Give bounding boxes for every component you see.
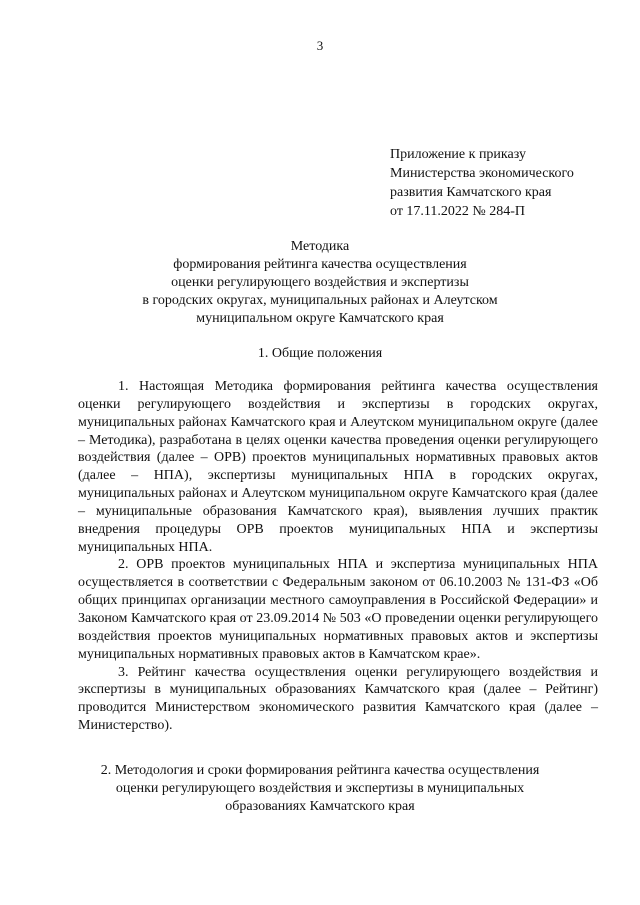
- title-line: в городских округах, муниципальных районах и Алеутском: [142, 293, 498, 308]
- appendix-note: [390, 145, 574, 221]
- appendix-line: развития Камчатского края: [390, 185, 552, 200]
- appendix-line: от 17.11.2022 № 284-П: [390, 204, 526, 219]
- section-2-heading-line: образованиях Камчатского края: [225, 799, 415, 814]
- section-2-heading-line: оценки регулирующего воздействия и экспертизы в муниципальных: [115, 781, 525, 796]
- title-line: формирования рейтинга качества осуществления: [173, 257, 467, 272]
- section-2-heading-line: 2. Методология и сроки формирования рейтинга качества осуществления: [100, 763, 540, 778]
- paragraph-1: 1. Настоящая Методика формирования рейтинга качества осуществления оценки регулирующего воздействия и экспертизы в городских округах, муниципальных районах Камчатского края и Алеутском муниципальном округе (далее – Методика), разработана в целях оценки качества проведения оценки регулирующего воздействия (далее – ОРВ) проектов муниципальных нормативных правовых актов (далее – НПА), экспертизы муниципальных НПА в городских округах, муниципальных районах и Алеутском муниципальном округе Камчатского края (далее – муниципальные образования Камчатского края), выявления лучших практик внедрения процедуры ОРВ проектов муниципальных НПА и экспертизы муниципальных НПА.: [78, 379, 598, 555]
- section-1-heading: 1. Общие положения: [257, 346, 383, 361]
- document-title: [0, 238, 640, 328]
- appendix-line: Министерства экономического: [390, 166, 574, 181]
- title-line: Методика: [290, 239, 350, 254]
- title-line: оценки регулирующего воздействия и экспертизы: [171, 275, 469, 290]
- paragraph-2: 2. ОРВ проектов муниципальных НПА и экспертиза муниципальных НПА осуществляется в соответствии с Федеральным законом от 06.10.2003 № 131-ФЗ «Об общих принципах организации местного самоуправления в Российской Федерации» и Законом Камчатского края от 23.09.2014 № 503 «О проведении оценки регулирующего воздействия проектов муниципальных нормативных правовых актов и экспертизы муниципальных нормативных правовых актов в Камчатском крае».: [78, 557, 598, 662]
- page-number: 3: [316, 38, 324, 53]
- paragraph-3: 3. Рейтинг качества осуществления оценки регулирующего воздействия и экспертизы в муниципальных образованиях Камчатского края (далее – Рейтинг) проводится Министерством экономического развития Камчатского края (далее – Министерство).: [78, 664, 598, 734]
- section-2-heading: [0, 762, 640, 816]
- section-1-body: [78, 378, 598, 735]
- title-line: муниципальном округе Камчатского края: [196, 311, 444, 326]
- appendix-line: Приложение к приказу: [390, 147, 526, 162]
